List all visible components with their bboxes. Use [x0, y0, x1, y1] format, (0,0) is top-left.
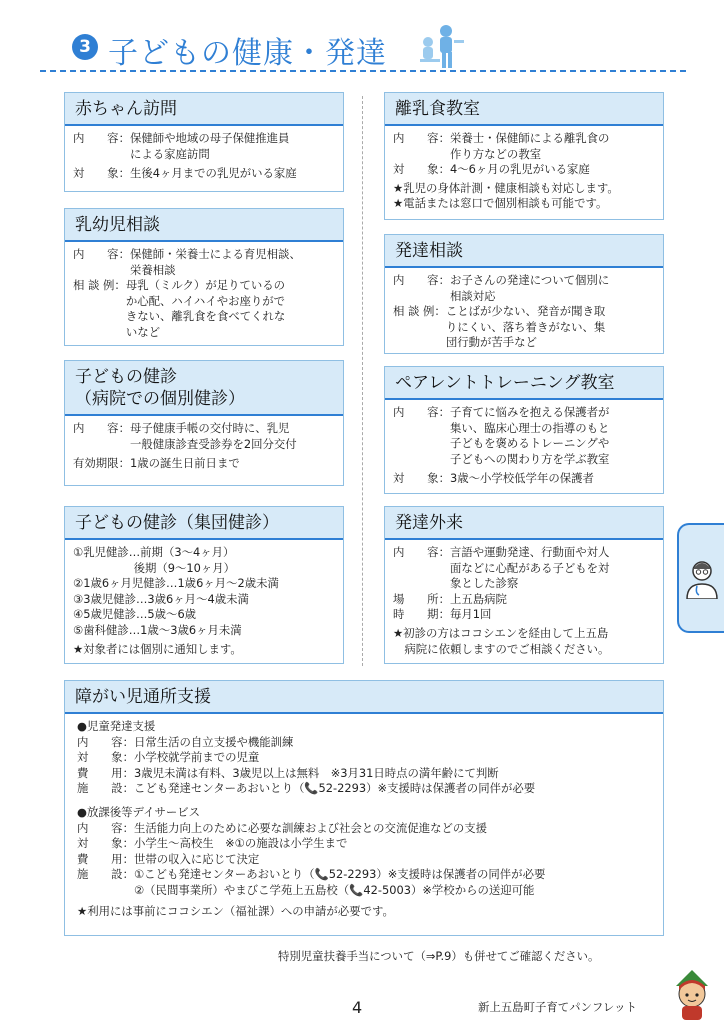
info-row: [393, 405, 655, 467]
mascot-icon: [670, 968, 714, 1022]
row-text: 子育てに悩みを抱える保護者が: [449, 405, 610, 419]
page-number: 4: [352, 998, 363, 1017]
info-row: [73, 456, 335, 472]
checkup-item: ⑤歯科健診…1歳～3歳6ヶ月未満: [73, 622, 242, 637]
row-text: 毎月1回: [449, 607, 492, 622]
row-text: 栄養士・保健師による離乳食の: [449, 131, 610, 145]
row-text: 相談対応: [449, 288, 496, 303]
support-line: 施 設：①こども発達センターあおいとり（📞52-2293）※支援時は保護者の同伴が必要: [77, 867, 546, 882]
row-text: 作り方などの教室: [449, 146, 542, 161]
info-row: [393, 592, 655, 608]
notice-text: 病院に依頼しますのでご相談ください。: [393, 641, 610, 656]
row-text: 母乳（ミルク）が足りているの: [125, 278, 286, 293]
info-row: [393, 162, 655, 178]
parent-training-box: [384, 366, 664, 494]
row-text: による家庭訪問: [129, 146, 210, 161]
development-consult-box: [384, 234, 664, 354]
support-line: 費 用：世帯の収入に応じて決定: [77, 851, 260, 866]
page-title: 子どもの健康・発達: [108, 36, 387, 71]
pamphlet-name: 新上五島町子育てパンフレット: [478, 1000, 637, 1014]
box-title: 障がい児通所支援: [65, 681, 663, 714]
row-text: 栄養相談: [129, 262, 176, 277]
notice-text: ★対象者には個別に通知します。: [73, 641, 242, 656]
doctor-icon: [685, 557, 719, 599]
infant-consult-box: [64, 208, 344, 346]
row-text: 母子健康手帳の交付時に、乳児: [129, 421, 290, 435]
support-line: 内 容：日常生活の自立支援や機能訓練: [77, 734, 294, 749]
checkup-item: ③3歳児健診…3歳6ヶ月～4歳未満: [73, 591, 249, 606]
row-text: 保健師や地域の母子保健推進員: [129, 131, 290, 145]
development-clinic-box: [384, 506, 664, 664]
individual-checkup-box: [64, 360, 344, 486]
info-row: [73, 247, 335, 278]
row-text: 子どもへの関わり方を学ぶ教室: [449, 451, 610, 466]
row-text: 団行動が苦手など: [445, 335, 537, 350]
row-text: 言語や運動発達、行動面や対人: [449, 545, 610, 559]
spacer: [77, 797, 655, 805]
row-text: お子さんの発達について個別に: [449, 273, 610, 287]
box-title: 発達外来: [385, 507, 663, 540]
info-row: [393, 607, 655, 623]
row-text: 4～6ヶ月の乳児がいる家庭: [449, 162, 590, 177]
notice-text: ★初診の方はココシエンを経由して上五島: [393, 625, 609, 640]
row-text: 生後4ヶ月までの乳児がいる家庭: [129, 166, 297, 181]
box-title: 乳幼児相談: [65, 209, 343, 242]
info-row: [393, 304, 655, 351]
support-line: 対 象：小学校就学前までの児童: [77, 750, 260, 765]
row-text: ことばが少ない、発音が聞き取: [445, 304, 606, 319]
support-line: ②（民間事業所）やまびこ学苑上五島校（📞42-5003）※学校からの送迎可能: [77, 882, 535, 897]
row-label: 有効期限：: [73, 456, 130, 471]
support-line: 内 容：生活能力向上のために必要な訓練および社会との交流促進などの支援: [77, 820, 488, 835]
info-row: [73, 421, 335, 452]
row-label: 対 象：: [393, 162, 450, 177]
section-number-badge: 3: [72, 34, 98, 60]
row-label: 内 容：: [393, 545, 450, 559]
notice-text: ★乳児の身体計測・健康相談も対応します。: [393, 180, 619, 195]
nurse-child-icon: [416, 22, 468, 72]
info-row: [73, 166, 335, 182]
checkup-item: ②1歳6ヶ月児健診…1歳6ヶ月～2歳未満: [73, 576, 279, 591]
header-divider: [40, 70, 686, 72]
box-title: ペアレントトレーニング教室: [385, 367, 663, 400]
support-line: ●放課後等デイサービス: [77, 804, 201, 819]
disability-support-box: [64, 680, 664, 936]
row-text: きない、離乳食を食べてくれな: [125, 309, 286, 324]
row-label: 時 期：: [393, 607, 450, 622]
row-label: 内 容：: [393, 131, 450, 145]
box-title: 子どもの健診（集団健診）: [65, 507, 343, 540]
row-text: 1歳の誕生日前日まで: [129, 456, 240, 471]
row-label: 対 象：: [73, 166, 130, 181]
row-text: か心配、ハイハイやお座りがで: [125, 293, 286, 308]
row-text: 子どもを褒めるトレーニングや: [449, 436, 610, 451]
notice-text: ★電話または窓口で個別相談も可能です。: [393, 196, 608, 211]
row-label: 場 所：: [393, 591, 450, 606]
box-title: [65, 361, 343, 416]
row-text: 集い、臨床心理士の指導のもと: [449, 420, 610, 435]
column-divider: [362, 96, 363, 666]
box-title: 発達相談: [385, 235, 663, 268]
support-line: 費 用：3歳児未満は有料、3歳児以上は無料 ※3月31日時点の満年齢にて判断: [77, 765, 499, 780]
row-label: 内 容：: [393, 273, 450, 287]
row-text: 面などに心配がある子どもを対: [449, 560, 610, 575]
checkup-item: ①乳児健診…前期（3～4ヶ月）: [73, 545, 235, 559]
row-text: 一般健康診査受診券を2回分交付: [129, 436, 297, 451]
row-label: 内 容：: [393, 405, 450, 419]
info-row: [393, 471, 655, 487]
box-title: 赤ちゃん訪問: [65, 93, 343, 126]
checkup-item: 後期（9～10ヶ月）: [73, 560, 236, 575]
info-row: [393, 131, 655, 162]
info-row: [393, 545, 655, 592]
box-title: 離乳食教室: [385, 93, 663, 126]
weaning-class-box: [384, 92, 664, 220]
row-label: 内 容：: [73, 421, 130, 435]
row-label: 対 象：: [393, 471, 450, 486]
box-title-line: 子どもの健診: [75, 367, 177, 387]
footer-note: 特別児童扶養手当について（⇒P.9）も併せてご確認ください。: [278, 949, 600, 963]
info-row: [73, 131, 335, 162]
box-title-line: （病院での個別健診）: [75, 389, 245, 409]
row-label: 相 談 例：: [393, 304, 446, 319]
row-text: 象とした診察: [449, 576, 519, 591]
row-label: 内 容：: [73, 247, 130, 261]
support-line: 対 象：小学生～高校生 ※①の施設は小学生まで: [77, 836, 348, 851]
checkup-item: ④5歳児健診…5歳～6歳: [73, 607, 197, 622]
row-label: 相 談 例：: [73, 278, 126, 293]
row-text: りにくい、落ち着きがない、集: [445, 319, 606, 334]
support-line: 施 設：こども発達センターあおいとり（📞52-2293）※支援時は保護者の同伴が必要: [77, 781, 536, 796]
side-index-tab[interactable]: [677, 523, 724, 633]
baby-visit-box: [64, 92, 344, 192]
row-text: 3歳～小学校低学年の保護者: [449, 471, 594, 486]
support-line: ●児童発達支援: [77, 719, 156, 733]
row-text: いなど: [125, 324, 160, 339]
row-text: 保健師・栄養士による育児相談、: [129, 247, 301, 261]
notice-text: ★利用には事前にココシエン（福祉課）への申請が必要です。: [77, 903, 394, 918]
row-label: 内 容：: [73, 131, 130, 145]
row-text: 上五島病院: [449, 591, 507, 606]
info-row: [73, 278, 335, 340]
group-checkup-box: [64, 506, 344, 664]
info-row: [393, 273, 655, 304]
